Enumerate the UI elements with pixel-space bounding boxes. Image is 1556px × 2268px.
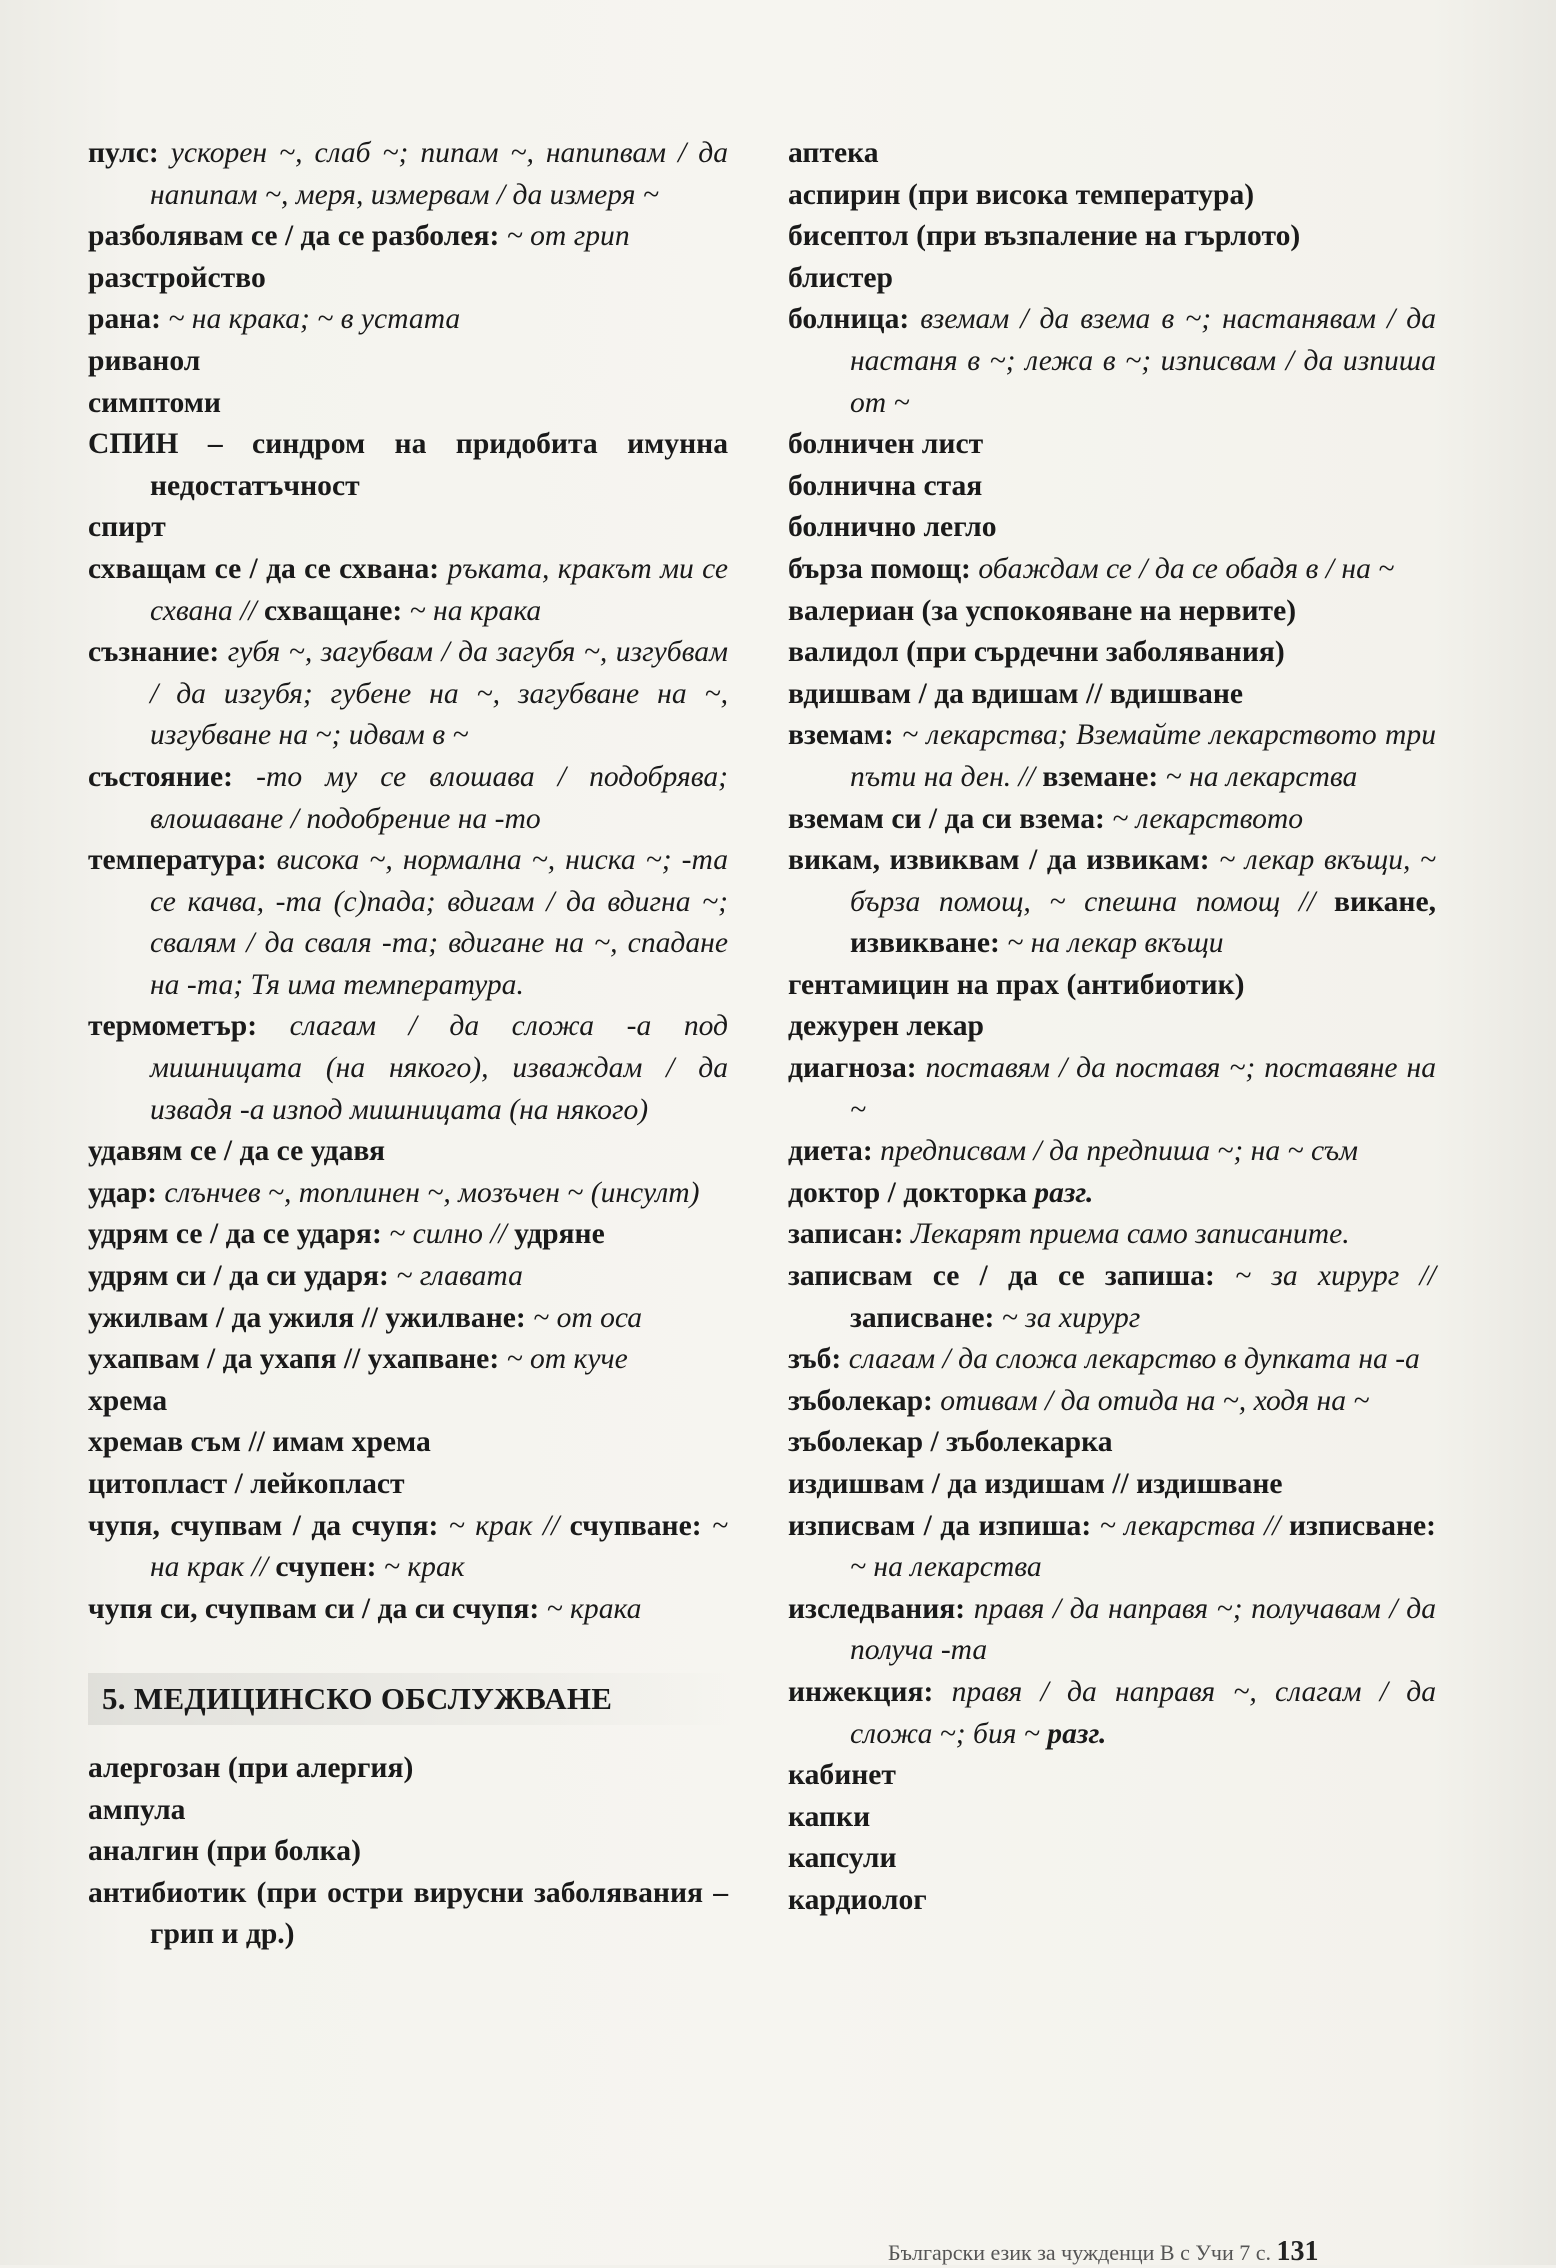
entry-headword: разг. [1039, 1717, 1107, 1750]
entry-headword: бърза помощ: [788, 552, 971, 585]
dictionary-entry [88, 840, 728, 1006]
entry-headword: счупване: [559, 1509, 702, 1542]
entry-headword: алергозан (при алергия) [88, 1751, 414, 1784]
dictionary-entry [788, 674, 1436, 716]
entry-headword: бисептол (при възпаление на гърлото) [788, 220, 1301, 253]
entry-example: ~ на лекарства [1158, 760, 1358, 793]
dictionary-entry [788, 1755, 1436, 1797]
dictionary-entry [88, 1422, 728, 1464]
dictionary-entry [788, 1464, 1436, 1506]
entry-headword: болничен лист [788, 428, 984, 461]
dictionary-entry [788, 1506, 1436, 1589]
entry-example: -то му се влошава / подобрява; влошаване / подобрение на -то [150, 760, 728, 835]
entry-example: ~ крака [539, 1592, 642, 1625]
entry-example: правя / да направя ~, слагам / да сложа ~; бия ~ [850, 1675, 1436, 1750]
entry-headword: счупен: [268, 1551, 377, 1584]
dictionary-entry [88, 258, 728, 300]
entry-headword: капки [788, 1800, 871, 1833]
entry-headword: аспирин (при висока температура) [788, 178, 1255, 211]
dictionary-entry [788, 424, 1436, 466]
entry-headword: аптека [788, 137, 879, 169]
entry-headword: удрям се / да се ударя: [88, 1218, 382, 1251]
entry-headword: температура: [88, 844, 267, 877]
entry-example: отивам / да отида на ~, ходя на ~ [932, 1384, 1370, 1417]
dictionary-entry [88, 757, 728, 840]
entry-headword: удряне [506, 1218, 605, 1251]
dictionary-entry [788, 799, 1436, 841]
entry-headword: СПИН – синдром на придобита имунна недостатъчност [88, 428, 728, 502]
entry-headword: антибиотик (при остри вирусни заболявания – грип и др.) [88, 1876, 728, 1951]
dictionary-entry [788, 1838, 1436, 1880]
dictionary-entry [88, 1256, 728, 1298]
right-entry-list [788, 133, 1436, 1922]
entry-headword: гентамицин на прах (антибиотик) [788, 968, 1245, 1001]
dictionary-entry [788, 549, 1436, 591]
entry-headword: кабинет [788, 1759, 896, 1792]
dictionary-entry [788, 1797, 1436, 1839]
entry-headword: състояние: [88, 760, 234, 793]
dictionary-entry [88, 133, 728, 216]
entry-headword: записан: [788, 1218, 904, 1251]
entry-headword: дежурен лекар [788, 1010, 985, 1043]
entry-example: ~ за хирург [994, 1301, 1141, 1334]
entry-example: ~ лекарството [1104, 802, 1304, 835]
dictionary-entry [88, 216, 728, 258]
entry-headword: зъболекар: [788, 1384, 933, 1417]
dictionary-entry [788, 133, 1436, 175]
dictionary-entry [788, 175, 1436, 217]
dictionary-entry [88, 1790, 728, 1832]
entry-example: ~ на крака [402, 594, 542, 627]
dictionary-entry [788, 1006, 1436, 1048]
dictionary-entry [788, 1214, 1436, 1256]
entry-example: поставям / да поставя ~; поставяне на ~ [850, 1052, 1436, 1126]
dictionary-entry [88, 1339, 728, 1381]
dictionary-entry [88, 1214, 728, 1256]
entry-headword: разстройство [88, 261, 266, 294]
entry-headword: изследвания: [788, 1592, 966, 1625]
entry-example: слагам / да сложа лекарство в дупката на -а [841, 1343, 1420, 1376]
dictionary-entry [788, 1422, 1436, 1464]
entry-headword: зъб: [788, 1343, 842, 1376]
dictionary-entry [788, 1339, 1436, 1381]
dictionary-entry [788, 591, 1436, 633]
entry-headword: симптоми [88, 386, 221, 419]
dictionary-entry [788, 1880, 1436, 1922]
footer-text: Български език за чужденци В с Учи 7 с. [888, 2240, 1272, 2265]
dictionary-entry [88, 1381, 728, 1423]
dictionary-entry [788, 840, 1436, 965]
dictionary-entry [88, 1173, 728, 1215]
dictionary-entry [788, 216, 1436, 258]
entry-headword: чупя си, счупвам си / да си счупя: [88, 1592, 540, 1625]
entry-headword: вземане: [1035, 760, 1159, 793]
entry-example: правя / да направя ~; получавам / да получа -та [850, 1592, 1436, 1667]
entry-headword: викам, извиквам / да извикам: [788, 844, 1210, 877]
entry-headword: удар: [88, 1176, 158, 1209]
dictionary-entry [788, 632, 1436, 674]
dictionary-entry [88, 1873, 728, 1956]
entry-headword: издишвам / да издишам // издишване [788, 1468, 1283, 1500]
dictionary-entry [88, 507, 728, 549]
entry-headword: викане, извикване: [850, 885, 1436, 960]
entry-example: ~ на крака; ~ в устата [160, 303, 461, 336]
entry-headword: съзнание: [88, 636, 220, 669]
entry-headword: блистер [788, 261, 893, 294]
dictionary-entry [88, 1131, 728, 1173]
entry-example: ~ главата [388, 1260, 523, 1293]
entry-example: ~ на лекарства [850, 1551, 1042, 1584]
entry-headword: болница: [788, 303, 910, 336]
entry-headword: ужилвам / да ужиля // ужилване: [88, 1301, 526, 1334]
dictionary-entry [788, 1589, 1436, 1672]
entry-example: ~ крак [376, 1551, 465, 1584]
entry-example: ~ от грип [499, 220, 630, 253]
dictionary-entry [88, 1589, 728, 1631]
left-column [88, 133, 728, 1956]
entry-headword: капсули [788, 1842, 897, 1875]
entry-example: ~ на лекар вкъщи [999, 927, 1224, 960]
dictionary-entry [788, 715, 1436, 798]
dictionary-entry [88, 549, 728, 632]
dictionary-entry [88, 1748, 728, 1790]
dictionary-entry [88, 632, 728, 757]
entry-headword: удрям си / да си ударя: [88, 1260, 389, 1293]
entry-example: ~ силно // [381, 1218, 507, 1251]
entry-headword: диагноза: [788, 1052, 917, 1085]
entry-headword: вдишвам / да вдишам // вдишване [788, 677, 1244, 710]
entry-example: обаждам се / да се обадя в / на ~ [970, 552, 1395, 585]
dictionary-entry [788, 1672, 1436, 1755]
entry-example: ~ лекар вкъщи, ~ бърза помощ, ~ спешна помощ // [850, 844, 1436, 918]
left-entry-list [88, 133, 728, 1630]
entry-headword: доктор / докторка [788, 1176, 1027, 1209]
dictionary-entry [788, 1256, 1436, 1339]
entry-headword: хрема [88, 1384, 168, 1417]
entry-headword: вземам си / да си взема: [788, 802, 1105, 835]
right-column [788, 133, 1436, 1922]
entry-example: предписвам / да предпиша ~; на ~ съм [872, 1135, 1358, 1168]
entry-headword: аналгин (при болка) [88, 1835, 361, 1868]
dictionary-entry [88, 1464, 728, 1506]
entry-headword: диета: [788, 1135, 873, 1168]
dictionary-entry [788, 1381, 1436, 1423]
dictionary-entry [88, 341, 728, 383]
entry-example: вземам / да взема в ~; настанявам / да настаня в ~; лежа в ~; изписвам / да изпиша от ~ [850, 303, 1436, 419]
page-number: 131 [1276, 2236, 1319, 2267]
entry-example: ~ крак // [438, 1509, 560, 1542]
entry-headword: кардиолог [788, 1883, 927, 1916]
dictionary-entry [788, 299, 1436, 424]
entry-headword: пулс: [88, 137, 159, 169]
entry-headword: валериан (за успокояване на нервите) [788, 594, 1297, 627]
entry-headword: ухапвам / да ухапя // ухапване: [88, 1343, 500, 1376]
entry-example: ~ от оса [525, 1301, 643, 1334]
dictionary-entry [788, 965, 1436, 1007]
entry-example: губя ~, загубвам / да загубя ~, изгубвам / да изгубя; губене на ~, загубване на ~, изгубване на ~; идвам в ~ [150, 636, 728, 752]
entry-headword: изписвам / да изпиша: [788, 1509, 1092, 1542]
page-footer [888, 2236, 1448, 2268]
dictionary-entry [88, 383, 728, 425]
entry-headword: разг. [1026, 1176, 1094, 1209]
entry-example: слагам / да сложа -а под мишницата (на някого), изваждам / да извадя -а изпод мишницата (на някого) [150, 1010, 728, 1126]
entry-example: висока ~, нормална ~, ниска ~; -та се качва, -та (с)пада; вдигам / да вдигна ~; свалям / да сваля -та; вдигане на ~, спадане на -та; Тя има температура. [150, 844, 728, 1001]
entry-headword: записвам се / да се запиша: [788, 1260, 1215, 1293]
entry-example: ръката, кракът ми се схвана // [150, 552, 728, 627]
dictionary-entry [88, 424, 728, 507]
entry-headword: удавям се / да се удавя [88, 1135, 386, 1168]
dictionary-entry [788, 507, 1436, 549]
section-entry-list [88, 1748, 728, 1956]
entry-example: ~ на крак // [150, 1509, 728, 1584]
entry-headword: схващам се / да се схвана: [88, 552, 440, 585]
entry-headword: разболявам се / да се разболея: [88, 220, 500, 253]
entry-example: ~ лекарства // [1091, 1509, 1281, 1542]
entry-headword: зъболекар / зъболекарка [788, 1426, 1113, 1459]
entry-example: ускорен ~, слаб ~; пипам ~, напипвам / да напипам ~, меря, измервам / да измеря ~ [150, 137, 728, 211]
entry-headword: болнична стая [788, 469, 983, 502]
entry-headword: вземам: [788, 719, 894, 752]
section-title: 5. МЕДИЦИНСКО ОБСЛУЖВАНЕ [88, 1673, 732, 1725]
entry-example: ~ за хирург // [1214, 1260, 1436, 1293]
entry-headword: инжекция: [788, 1675, 934, 1708]
dictionary-entry [88, 299, 728, 341]
entry-example: ~ лекарства; Вземайте лекарството три пъти на ден. // [850, 719, 1436, 793]
entry-example: слънчев ~, топлинен ~, мозъчен ~ (инсулт) [157, 1176, 700, 1209]
entry-headword: ампула [88, 1793, 186, 1826]
entry-example: ~ от куче [499, 1343, 628, 1376]
dictionary-entry [788, 466, 1436, 508]
entry-headword: рана: [88, 303, 161, 336]
dictionary-entry [88, 1298, 728, 1340]
entry-example: Лекарят приема само записаните. [903, 1218, 1350, 1251]
entry-headword: болнично легло [788, 511, 997, 544]
dictionary-entry [788, 1048, 1436, 1131]
entry-headword: риванол [88, 344, 201, 377]
dictionary-entry [88, 1831, 728, 1873]
dictionary-entry [88, 1006, 728, 1131]
entry-headword: чупя, счупвам / да счупя: [88, 1509, 439, 1542]
entry-headword: схващане: [256, 594, 403, 627]
dictionary-entry [788, 258, 1436, 300]
entry-headword: цитопласт / лейкопласт [88, 1468, 405, 1500]
entry-headword: спирт [88, 511, 166, 544]
entry-headword: изписване: [1280, 1509, 1437, 1542]
dictionary-entry [88, 1506, 728, 1589]
entry-headword: хремав съм // имам хрема [88, 1426, 431, 1459]
entry-headword: записване: [850, 1301, 995, 1334]
dictionary-entry [788, 1131, 1436, 1173]
dictionary-entry [788, 1173, 1436, 1215]
entry-headword: термометър: [88, 1010, 258, 1043]
entry-headword: валидол (при сърдечни заболявания) [788, 636, 1285, 669]
